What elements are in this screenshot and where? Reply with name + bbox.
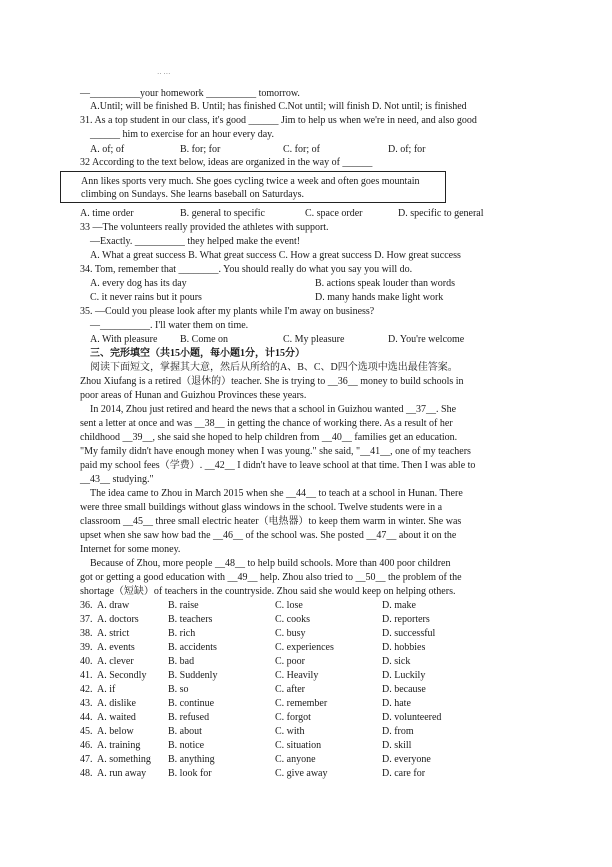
option-c: C. give away <box>275 768 328 779</box>
option-a: A. below <box>97 726 134 737</box>
option-c: C. forgot <box>275 712 311 723</box>
q31-option-b: B. for; for <box>180 144 221 155</box>
question-34-stem: 34. Tom, remember that ________. You should really do what you say you will do. <box>80 264 413 275</box>
question-31-stem-cont: ______ him to exercise for an hour every day. <box>90 129 275 140</box>
option-b: B. so <box>168 684 189 695</box>
option-a: A. waited <box>97 712 136 723</box>
passage-p2-line-2: sent a letter at once and was __38__ in getting the chance of working there. As a result of her <box>80 418 453 429</box>
option-a: A. dislike <box>97 698 136 709</box>
option-d: D. make <box>382 600 416 611</box>
options-row-num: 48. <box>80 768 93 779</box>
option-a: A. training <box>97 740 141 751</box>
options-row-num: 42. <box>80 684 93 695</box>
option-c: C. Heavily <box>275 670 319 681</box>
passage-p2-line-4: "My family didn't have enough money when I was young." she said, "__41__, one of my teachers <box>80 446 471 457</box>
option-c: C. lose <box>275 600 303 611</box>
passage-p3-line-1: The idea came to Zhou in March 2015 when she __44__ to teach at a school in Hunan. There <box>90 488 463 499</box>
options-row-num: 43. <box>80 698 93 709</box>
option-c: C. poor <box>275 656 305 667</box>
option-c: C. situation <box>275 740 322 751</box>
option-d: D. skill <box>382 740 412 751</box>
question-35-stem-cont: —__________. I'll water them on time. <box>90 320 249 331</box>
passage-p1-line-2: poor areas of Hunan and Guizhou Provinces these years. <box>80 390 307 401</box>
option-d: D. hate <box>382 698 411 709</box>
options-row-num: 36. <box>80 600 93 611</box>
passage-p3-line-5: Internet for some money. <box>80 544 181 555</box>
text-box-line-1: Ann likes sports very much. She goes cycling twice a week and often goes mountain <box>81 176 420 187</box>
question-33-stem-cont: —Exactly. __________ they helped make the event! <box>90 236 301 247</box>
option-a: A. something <box>97 754 151 765</box>
passage-p3-line-3: classroom __45__ three small electric heater（电热器）to keep them warm in winter. She was <box>80 516 462 527</box>
q34-option-d: D. many hands make light work <box>315 292 444 303</box>
option-b: B. raise <box>168 600 199 611</box>
option-d: D. care for <box>382 768 426 779</box>
q32-option-b: B. general to specific <box>180 208 265 219</box>
options-row-num: 47. <box>80 754 93 765</box>
option-a: A. events <box>97 642 135 653</box>
option-a: A. draw <box>97 600 130 611</box>
passage-p4-line-2: got or getting a good education with __49__ help. Zhou also tried to __50__ the problem of the <box>80 572 462 583</box>
passage-p2-line-6: __43__ studying." <box>80 474 154 485</box>
q35-option-a: A. With pleasure <box>90 334 158 345</box>
section-3-heading: 三、完形填空（共15小题，每小题1分，计15分） <box>90 348 305 359</box>
option-d: D. because <box>382 684 426 695</box>
q34-option-b: B. actions speak louder than words <box>315 278 455 289</box>
option-c: C. cooks <box>275 614 310 625</box>
q32-option-d: D. specific to general <box>398 208 484 219</box>
question-32-stem: 32 According to the text below, ideas are organized in the way of ______ <box>80 157 373 168</box>
passage-p4-line-3: shortage（短缺）of teachers in the countryside. Zhou said she would keep on helping others. <box>80 586 456 597</box>
option-c: C. busy <box>275 628 306 639</box>
passage-p3-line-2: were three small buildings without glass windows in the school. Twelve students were in a <box>80 502 443 513</box>
option-d: D. Luckily <box>382 670 426 681</box>
question-33-options: A. What a great success B. What great success C. How a great success D. How great success <box>90 250 461 261</box>
passage-p2-line-1: In 2014, Zhou just retired and heard the news that a school in Guizhou wanted __37__. She <box>90 404 457 415</box>
option-a: A. strict <box>97 628 130 639</box>
option-d: D. from <box>382 726 414 737</box>
option-c: C. remember <box>275 698 328 709</box>
option-b: B. look for <box>168 768 212 779</box>
option-b: B. bad <box>168 656 195 667</box>
option-c: C. after <box>275 684 305 695</box>
q35-option-d: D. You're welcome <box>388 334 465 345</box>
option-d: D. successful <box>382 628 436 639</box>
options-row-num: 46. <box>80 740 93 751</box>
option-a: A. run away <box>97 768 147 779</box>
options-row-num: 38. <box>80 628 93 639</box>
option-b: B. teachers <box>168 614 213 625</box>
q32-option-a: A. time order <box>80 208 134 219</box>
options-row-num: 45. <box>80 726 93 737</box>
option-a: A. clever <box>97 656 134 667</box>
text-box <box>60 171 446 203</box>
passage-p4-line-1: Because of Zhou, more people __48__ to help build schools. More than 400 poor children <box>90 558 451 569</box>
pencil-mark: ·· ··· <box>157 70 171 78</box>
option-b: B. accidents <box>168 642 217 653</box>
options-row-num: 41. <box>80 670 93 681</box>
text-box-line-2: climbing on Sundays. She learns baseball on Saturdays. <box>81 189 305 200</box>
option-b: B. continue <box>168 698 215 709</box>
q31-option-a: A. of; of <box>90 144 125 155</box>
passage-p1-line-1: Zhou Xiufang is a retired（退休的）teacher. She is trying to __36__ money to build schools in <box>80 376 464 387</box>
q31-option-d: D. of; for <box>388 144 426 155</box>
option-d: D. hobbies <box>382 642 426 653</box>
option-c: C. experiences <box>275 642 334 653</box>
question-33-stem: 33 —The volunteers really provided the athletes with support. <box>80 222 329 233</box>
options-row-num: 44. <box>80 712 93 723</box>
passage-p3-line-4: upset when she saw how bad the __46__ of the school was. She posted __47__ about it on the <box>80 530 457 541</box>
option-a: A. if <box>97 684 116 695</box>
option-b: B. Suddenly <box>168 670 218 681</box>
question-30-stem: —__________your homework __________ tomorrow. <box>80 88 300 99</box>
option-b: B. about <box>168 726 202 737</box>
option-b: B. notice <box>168 740 205 751</box>
option-c: C. anyone <box>275 754 316 765</box>
question-31-stem: 31. As a top student in our class, it's good ______ Jim to help us when we're in need, and also good <box>80 115 477 126</box>
option-b: B. refused <box>168 712 210 723</box>
question-30-options: A.Until; will be finished B. Until; has finished C.Not until; will finish D. Not until; is finished <box>90 101 467 112</box>
q34-option-c: C. it never rains but it pours <box>90 292 202 303</box>
option-d: D. reporters <box>382 614 430 625</box>
option-d: D. everyone <box>382 754 431 765</box>
options-row-num: 39. <box>80 642 93 653</box>
option-b: B. anything <box>168 754 215 765</box>
option-a: A. doctors <box>97 614 139 625</box>
q34-option-a: A. every dog has its day <box>90 278 187 289</box>
q35-option-b: B. Come on <box>180 334 229 345</box>
q32-option-c: C. space order <box>305 208 363 219</box>
option-a: A. Secondly <box>97 670 147 681</box>
cloze-instructions: 阅读下面短文，掌握其大意，然后从所给的A、B、C、D四个选项中选出最佳答案。 <box>90 362 458 373</box>
options-row-num: 37. <box>80 614 93 625</box>
question-35-stem: 35. —Could you please look after my plants while I'm away on business? <box>80 306 375 317</box>
passage-p2-line-3: childhood __39__, she said she hoped to help children from __40__ families get an education. <box>80 432 458 443</box>
q31-option-c: C. for; of <box>283 144 320 155</box>
option-b: B. rich <box>168 628 196 639</box>
q35-option-c: C. My pleasure <box>283 334 345 345</box>
option-d: D. sick <box>382 656 411 667</box>
option-d: D. volunteered <box>382 712 442 723</box>
passage-p2-line-5: paid my school fees（学费）. __42__ I didn't have to leave school at that time. Then I was able to <box>80 460 476 471</box>
option-c: C. with <box>275 726 305 737</box>
options-row-num: 40. <box>80 656 93 667</box>
